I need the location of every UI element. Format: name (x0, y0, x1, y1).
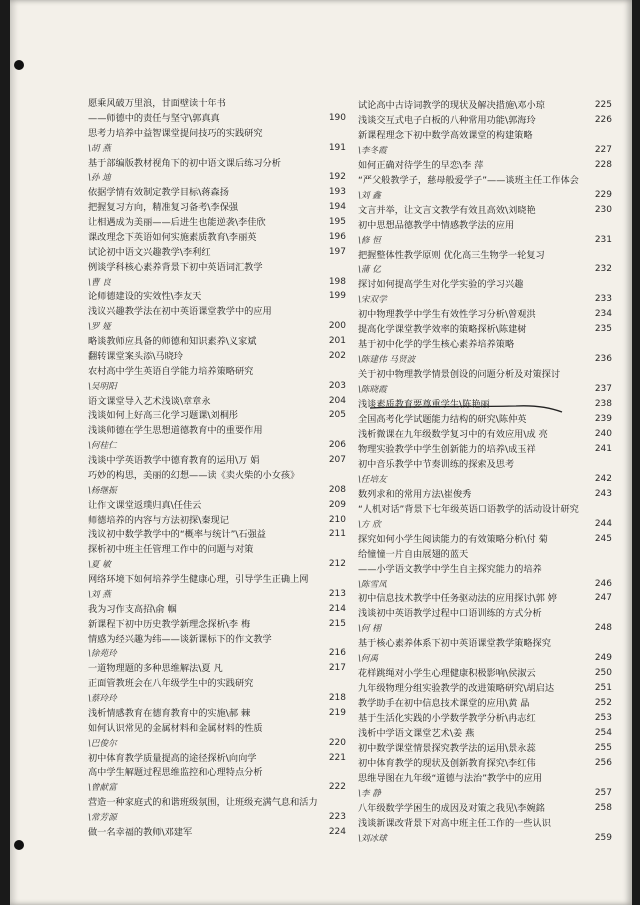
toc-entry-page-number: 227 (594, 144, 612, 155)
toc-entry (358, 235, 612, 246)
toc-entry (358, 444, 612, 455)
toc-entry (88, 217, 346, 228)
toc-entry-title: \陈雪凤 (358, 579, 387, 590)
toc-entry-title: 巧妙的构思，美丽的幻想——读《卖火柴的小女孩》 (88, 469, 300, 481)
toc-entry (88, 381, 346, 392)
toc-entry-title: 八年级数学学困生的成因及对策之我见\李婉銘 (358, 802, 545, 814)
toc-entry-page-number: 216 (328, 648, 346, 659)
toc-entry-title: 试论初中语文兴趣教学\李利红 (88, 246, 211, 258)
toc-entry (88, 336, 346, 347)
toc-entry-page-number: 204 (328, 395, 346, 406)
toc-entry-page-number: 214 (328, 603, 346, 614)
toc-entry-page-number: 239 (594, 414, 612, 425)
toc-entry (358, 833, 612, 844)
toc-entry-page-number: 194 (328, 202, 346, 213)
toc-entry-page-number: 245 (594, 533, 612, 544)
toc-entry-page-number: 192 (328, 172, 346, 183)
toc-entry (358, 534, 612, 545)
toc-entry-page-number: 209 (328, 499, 346, 510)
toc-entry (88, 202, 346, 213)
toc-entry-title: \巴俊尔 (88, 738, 117, 749)
toc-entry-title: 基于核心素养体系下初中英语课堂教学策略探究 (358, 638, 551, 650)
toc-entry-page-number: 208 (328, 484, 346, 495)
toc-entry (358, 519, 612, 530)
toc-entry (88, 277, 346, 288)
toc-entry-title: 文言并举，让文言文教学有效且高效\刘晓艳 (358, 204, 536, 216)
toc-entry-page-number: 225 (594, 100, 612, 110)
toc-entry-title: “严父般教学子，慈母般爱学子”——谈班主任工作体会 (358, 174, 579, 186)
toc-entry (358, 728, 612, 739)
toc-entry (88, 396, 346, 407)
toc-entry (88, 128, 346, 139)
toc-entry-title: 新课程下初中历史教学新理念探析\李 梅 (88, 618, 251, 630)
toc-entry-title: \修 恒 (358, 235, 381, 246)
toc-entry-page-number: 246 (594, 578, 612, 589)
toc-entry (358, 369, 612, 380)
toc-entry-page-number: 220 (328, 737, 346, 748)
toc-entry (358, 220, 612, 231)
toc-entry-page-number: 234 (594, 309, 612, 320)
toc-entry-title: \刘 鑫 (358, 190, 381, 201)
toc-entry-page-number: 229 (594, 189, 612, 200)
toc-entry-title: 浅析中学语文课堂艺术\姜 燕 (358, 728, 475, 740)
toc-entry-page-number: 248 (594, 623, 612, 634)
toc-entry (88, 723, 346, 734)
toc-entry (88, 232, 346, 243)
toc-entry (358, 190, 612, 201)
toc-entry-page-number: 240 (594, 428, 612, 439)
toc-entry (88, 619, 346, 630)
toc-entry-title: 浅谈交互式电子白板的八种常用功能\郭海玲 (358, 114, 536, 126)
toc-entry (88, 500, 346, 511)
toc-entry-title: \方 欣 (358, 519, 381, 530)
toc-entry-page-number: 228 (594, 159, 612, 170)
toc-entry (88, 113, 346, 124)
toc-entry (358, 668, 612, 679)
toc-entry-title: “人机对话”背景下七年级英语口语教学的活动设计研究 (358, 503, 579, 515)
toc-entry (88, 158, 346, 169)
toc-entry-page-number: 200 (328, 321, 346, 332)
toc-entry (358, 758, 612, 769)
toc-entry-page-number: 236 (594, 354, 612, 365)
toc-entry-title: 把握复习方向，精准复习备考\李保强 (88, 202, 239, 214)
toc-entry (358, 250, 612, 261)
toc-entry-page-number: 213 (328, 588, 346, 599)
toc-entry (88, 366, 346, 377)
toc-entry (358, 698, 612, 709)
toc-entry (358, 414, 612, 425)
toc-entry-title: \何桂仁 (88, 441, 117, 452)
toc-entry-title: 略谈教师应具备的师德和知识素养\义家斌 (88, 336, 257, 347)
toc-entry-page-number: 249 (594, 653, 612, 664)
toc-entry-title: 浅议兴趣教学法在初中英语课堂教学中的应用 (88, 306, 272, 318)
toc-entry (88, 782, 346, 793)
toc-entry (88, 351, 346, 362)
toc-entry (88, 827, 346, 838)
toc-entry-page-number: 243 (594, 488, 612, 499)
toc-entry (358, 115, 612, 126)
toc-entry-page-number: 254 (594, 728, 612, 739)
toc-entry-title: 初中信息技术教学中任务驱动法的应用探讨\郭 婷 (358, 593, 557, 605)
toc-entry-page-number: 232 (594, 264, 612, 275)
toc-entry-title: 思维导图在九年级“道德与法治”教学中的应用 (358, 772, 543, 784)
binding-hole (14, 840, 24, 850)
toc-entry (358, 354, 612, 365)
toc-entry-title: 情感为经兴趣为纬——谈新课标下的作文教学 (88, 633, 272, 645)
toc-entry (88, 440, 346, 451)
toc-entry-page-number: 219 (328, 707, 346, 718)
toc-entry-title: 依据学情有效制定教学目标\蒋森扬 (88, 187, 229, 199)
toc-entry-page-number: 252 (594, 698, 612, 709)
toc-entry (88, 410, 346, 421)
toc-entry (88, 767, 346, 778)
toc-entry (358, 160, 612, 171)
toc-entry (358, 130, 612, 141)
toc-entry-page-number: 253 (594, 713, 612, 724)
toc-entry-page-number: 217 (328, 663, 346, 674)
toc-entry-title: 正面管教班会在八年级学生中的实践研究 (88, 678, 254, 690)
toc-entry (358, 653, 612, 664)
toc-entry-title: 全国高考化学试题能力结构的研究\陈仲英 (358, 414, 527, 426)
toc-entry-title: 如何认识常见的金属材料和金属材料的性质 (88, 722, 263, 734)
toc-entry-title: \常芳源 (88, 813, 117, 823)
toc-entry-title: 浅议初中数学教学中的“概率与统计”\石强益 (88, 529, 266, 541)
toc-entry-page-number: 191 (328, 142, 346, 153)
toc-entry (358, 608, 612, 619)
toc-entry-title: 初中数学课堂情景探究教学法的运用\景永蕊 (358, 742, 536, 754)
toc-entry (358, 339, 612, 350)
toc-entry (358, 593, 612, 604)
toc-entry-title: 基于部编版教材视角下的初中语文课后练习分析 (88, 157, 281, 169)
toc-entry-title: \曾献富 (88, 783, 117, 794)
toc-entry (88, 574, 346, 585)
toc-entry-title: 花样跳绳对小学生心理健康积极影响\侯淑云 (358, 668, 536, 680)
toc-entry (358, 803, 612, 814)
toc-entry-title: 初中物理教学中学生有效性学习分析\曾观洪 (358, 309, 536, 321)
toc-entry-title: 九年级物理分组实验教学的改进策略研究\胡启达 (358, 683, 555, 695)
toc-entry (88, 589, 346, 600)
toc-entry (358, 579, 612, 590)
toc-entry (88, 455, 346, 466)
toc-entry-title: \李 静 (358, 788, 381, 799)
toc-entry (88, 797, 346, 808)
toc-entry-title: \蒲 亿 (358, 265, 381, 276)
toc-entry-page-number: 258 (594, 802, 612, 813)
toc-entry (358, 564, 612, 575)
toc-entry (358, 279, 612, 290)
toc-entry (88, 529, 346, 540)
toc-entry-page-number: 259 (594, 832, 612, 843)
toc-entry-page-number: 242 (594, 473, 612, 484)
toc-entry-title: \夏 敏 (88, 560, 111, 571)
toc-entry-title: 给憧憧一片自由展翅的蓝天 (358, 548, 469, 560)
toc-entry-title: 让相遇成为美丽——后进生也能逆袭\李佳欣 (88, 217, 266, 228)
toc-entry-title: \任培友 (358, 474, 387, 485)
toc-entry-page-number: 250 (594, 668, 612, 679)
toc-entry-title: 数列求和的常用方法\崔俊秀 (358, 488, 472, 500)
toc-entry-title: 提高化学课堂教学效率的策略探析\陈建树 (358, 324, 527, 336)
toc-entry-title: 思考力培养中益智课堂提问技巧的实践研究 (88, 127, 263, 139)
scanned-page (10, 0, 632, 905)
toc-entry (88, 678, 346, 689)
toc-entry (358, 264, 612, 275)
toc-entry-page-number: 196 (328, 231, 346, 242)
toc-entry (358, 459, 612, 470)
toc-entry (358, 818, 612, 829)
toc-entry (88, 559, 346, 570)
toc-entry-page-number: 221 (328, 752, 346, 763)
toc-entry-title: 营造一种家庭式的和谐班级氛围，让班级充满气息和活力 (88, 797, 318, 809)
toc-entry-title: \蔡玲玲 (88, 694, 117, 704)
toc-entry-page-number: 255 (594, 742, 612, 753)
toc-entry-title: 浅谈初中英语教学过程中口语训练的方式分析 (358, 608, 542, 620)
toc-entry (88, 485, 346, 496)
toc-entry-page-number: 199 (328, 291, 346, 302)
toc-entry-title: 初中体育教学质量提高的途径探析\向向学 (88, 752, 257, 764)
toc-entry-page-number: 237 (594, 384, 612, 395)
toc-entry-title: ——小学语文教学中学生自主探究能力的培养 (358, 563, 542, 575)
toc-left-column (88, 98, 346, 838)
toc-entry (358, 489, 612, 500)
toc-entry-page-number: 218 (328, 693, 346, 703)
toc-entry (358, 399, 612, 410)
toc-entry (358, 504, 612, 515)
toc-entry (358, 145, 612, 156)
toc-entry-title: \陈晓霞 (358, 385, 387, 396)
toc-entry (88, 693, 346, 704)
toc-entry (88, 708, 346, 719)
toc-entry-page-number: 211 (328, 529, 346, 540)
toc-entry (358, 294, 612, 305)
toc-entry-title: 课改理念下英语如何实施素质教育\李丽英 (88, 231, 257, 243)
toc-entry (358, 309, 612, 320)
toc-entry-page-number: 215 (328, 618, 346, 629)
toc-entry-title: 把握整体性教学原则 优化高三生物学一轮复习 (358, 249, 545, 261)
toc-entry-title: \胡 燕 (88, 143, 111, 154)
toc-entry (88, 634, 346, 645)
toc-entry (358, 638, 612, 649)
toc-entry (358, 788, 612, 799)
toc-entry-title: 翻转课堂案头添\马晓玲 (88, 350, 183, 362)
toc-entry-title: \陈建伟 马贤波 (358, 355, 416, 366)
toc-entry-title: 网络环境下如何培养学生健康心理，引导学生正确上网 (88, 574, 309, 585)
toc-entry (358, 683, 612, 694)
toc-entry-title: \曹 良 (88, 277, 111, 288)
toc-entry (88, 262, 346, 273)
toc-entry-title: 愿乘风破万里浪，甘面壁读十年书 (88, 98, 226, 109)
toc-entry-title: 浅谈新课改背景下对高中班主任工作的一些认识 (358, 817, 551, 829)
toc-entry-page-number: 224 (328, 826, 346, 837)
toc-entry-title: 初中体育教学的现状及创新教育探究\李红伟 (358, 757, 536, 769)
toc-entry-title: 探讨如何提高学生对化学实验的学习兴趣 (358, 279, 524, 291)
toc-entry-title: \刘 燕 (88, 589, 111, 600)
toc-entry (358, 773, 612, 784)
toc-entry (88, 143, 346, 154)
toc-entry-title: 浅析微课在九年级数学复习中的有效应用\成 亮 (358, 428, 548, 440)
toc-entry (88, 663, 346, 674)
toc-entry-page-number: 238 (594, 399, 612, 410)
toc-entry-title: 新课程理念下初中数学高效课堂的构建策略 (358, 129, 533, 141)
toc-entry-page-number: 193 (328, 187, 346, 198)
toc-entry-title: 浅谈中学英语教学中德育教育的运用\万 娟 (88, 455, 260, 466)
toc-entry (358, 384, 612, 395)
toc-entry-page-number: 257 (594, 787, 612, 798)
toc-entry-title: \孙 迪 (88, 173, 111, 184)
toc-entry-title: 浅谈师德在学生思想道德教育中的重要作用 (88, 425, 263, 437)
toc-entry-title: 做一名幸福的教师\邓建军 (88, 826, 193, 838)
toc-entry-page-number: 251 (594, 683, 612, 694)
toc-entry (88, 247, 346, 258)
toc-entry (88, 515, 346, 526)
toc-entry-page-number: 210 (328, 514, 346, 525)
toc-entry (88, 738, 346, 749)
toc-entry-title: 初中思想品德教学中情感教学法的应用 (358, 219, 515, 231)
toc-entry (358, 324, 612, 335)
toc-entry (88, 812, 346, 823)
toc-entry (358, 205, 612, 216)
toc-entry-page-number: 205 (328, 410, 346, 421)
toc-entry (358, 623, 612, 634)
toc-entry-page-number: 195 (328, 217, 346, 227)
toc-entry-page-number: 222 (328, 782, 346, 793)
toc-entry-title: 我为习作支高招\俞 帼 (88, 603, 177, 615)
toc-entry-page-number: 203 (328, 380, 346, 391)
toc-entry-page-number: 247 (594, 593, 612, 604)
toc-entry-title: \李冬霞 (358, 145, 387, 156)
toc-entry-title: 基于初中化学的学生核心素养培养策略 (358, 339, 515, 351)
toc-entry (88, 321, 346, 332)
toc-right-column (358, 100, 612, 844)
toc-entry (358, 175, 612, 186)
binding-hole (14, 60, 24, 70)
toc-entry-page-number: 201 (328, 336, 346, 346)
toc-entry-title: 探析初中班主任管理工作中的问题与对策 (88, 544, 254, 556)
toc-entry (358, 549, 612, 560)
toc-entry (88, 604, 346, 615)
toc-entry-title: 关于初中物理教学情景创设的问题分析及对策探讨 (358, 369, 561, 381)
toc-entry-page-number: 212 (328, 559, 346, 570)
toc-entry-title: \宋双学 (358, 295, 387, 306)
toc-entry-page-number: 206 (328, 440, 346, 451)
toc-entry-page-number: 231 (594, 234, 612, 245)
toc-entry (358, 743, 612, 754)
toc-entry (88, 187, 346, 198)
toc-entry (88, 470, 346, 481)
toc-entry-title: \吴明阳 (88, 381, 117, 392)
toc-entry-title: 让作文课堂返璞归真\任佳云 (88, 499, 202, 511)
toc-entry-page-number: 197 (328, 246, 346, 257)
toc-entry-page-number: 207 (328, 455, 346, 465)
toc-entry-page-number: 190 (328, 112, 346, 123)
toc-entry-title: \何禹 (358, 654, 379, 665)
toc-entry-title: ——师德中的责任与坚守\郭真真 (88, 112, 220, 124)
toc-entry (358, 100, 612, 111)
toc-entry-title: 基于生活化实践的小学数学教学分析\冉志红 (358, 713, 536, 725)
toc-entry-title: 例谈学科核心素养背景下初中英语词汇教学 (88, 261, 263, 273)
toc-entry-page-number: 241 (594, 443, 612, 454)
toc-entry (358, 429, 612, 440)
toc-entry-title: 浅谈素质教育要尊重学生\陈艳丽 (358, 399, 490, 411)
toc-entry (88, 306, 346, 317)
toc-entry-page-number: 198 (328, 276, 346, 287)
toc-entry-title: 如何正确对待学生的早恋\李 萍 (358, 159, 484, 171)
toc-entry-title: 浅析情感教育在德育教育中的实施\郝 棘 (88, 707, 251, 719)
toc-entry (358, 474, 612, 485)
toc-entry (358, 713, 612, 724)
toc-entry-title: 师德培养的内容与方法初探\秦现记 (88, 514, 229, 526)
toc-entry-title: \罗 娅 (88, 322, 111, 333)
toc-entry (88, 753, 346, 764)
toc-entry-title: 试论高中古诗词教学的现状及解决措施\邓小琼 (358, 100, 545, 111)
toc-entry-page-number: 256 (594, 757, 612, 768)
toc-entry-page-number: 202 (328, 350, 346, 361)
toc-entry-title: 论师德建设的实效性\李友天 (88, 291, 202, 303)
toc-entry-title: 探究如何小学生阅读能力的有效策略分析\付 菊 (358, 533, 548, 545)
toc-entry-title: \何 栩 (358, 624, 381, 635)
toc-entry (88, 291, 346, 302)
toc-entry-title: 教学助手在初中信息技术课堂的应用\黄 晶 (358, 698, 530, 710)
toc-entry-page-number: 230 (594, 204, 612, 215)
toc-entry-page-number: 233 (594, 294, 612, 305)
toc-entry-title: 物理实验教学中学生创新能力的培养\成玉祥 (358, 443, 536, 455)
toc-entry-title: \刘冰球 (358, 833, 387, 844)
toc-entry-title: 一道物理题的多种思维解法\夏 凡 (88, 663, 223, 675)
toc-entry (88, 425, 346, 436)
toc-entry-page-number: 226 (594, 114, 612, 125)
toc-entry-title: 初中音乐教学中节奏训练的探索及思考 (358, 458, 515, 470)
toc-entry-page-number: 223 (328, 812, 346, 822)
toc-entry-title: \徐苑玲 (88, 649, 117, 660)
toc-entry-title: 农村高中学生英语自学能力培养策略研究 (88, 365, 254, 377)
toc-entry (88, 648, 346, 659)
toc-entry-title: 浅谈如何上好高三化学习题课\刘桐彤 (88, 410, 239, 422)
toc-entry-title: 语文课堂导入艺术浅谈\章章永 (88, 395, 211, 407)
toc-entry (88, 98, 346, 109)
toc-entry-title: 高中学生解题过程思维监控和心理特点分析 (88, 767, 263, 779)
toc-entry (88, 172, 346, 183)
toc-entry (88, 544, 346, 555)
toc-entry-page-number: 244 (594, 518, 612, 529)
toc-entry-page-number: 235 (594, 324, 612, 335)
toc-entry-title: \杨继振 (88, 485, 117, 496)
